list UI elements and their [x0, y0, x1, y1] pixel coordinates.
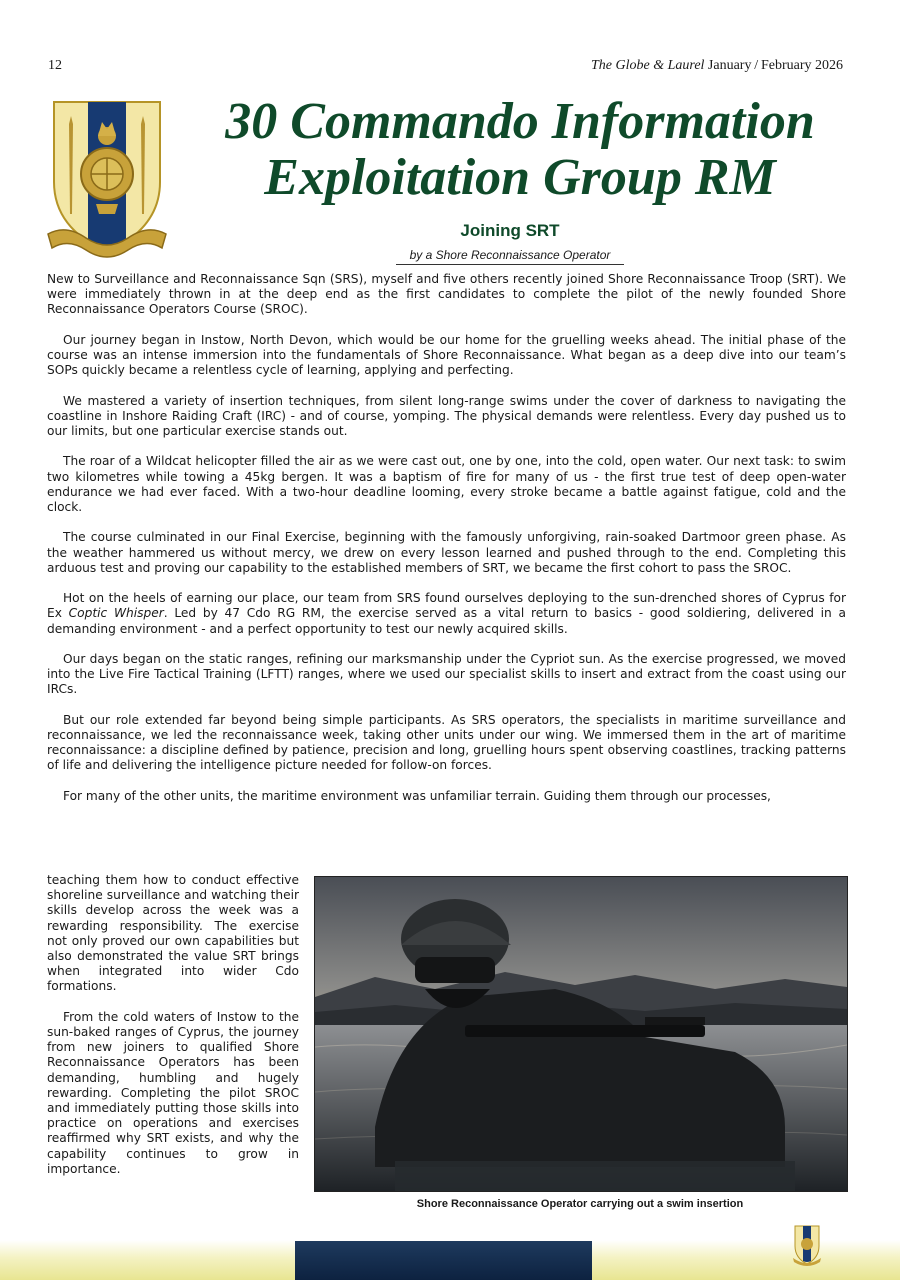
crest-icon	[792, 1224, 822, 1266]
swim-insertion-image	[315, 877, 847, 1191]
paragraph: From the cold waters of Instow to the sun-baked ranges of Cyprus, the journey from new joiners to qualified Shore Reconnaissance Operators has been demanding, humbling and hugely rewarding. Completing the pilot SROC and immediately putting those skills into practice on operations and exercises reaffirmed why SRT exists, and why the capability continues to grow in importance.	[47, 1009, 299, 1176]
title-line-2: Exploitation Group RM	[264, 149, 776, 206]
running-header	[591, 58, 843, 74]
paragraph-text: . Led by 47 Cdo RG RM, the exercise served as a vital return to basics - good soldiering, delivered in a demanding environment - and a perfect opportunity to test our newly acquired skills.	[47, 606, 846, 636]
issue-date: January / February 2026	[707, 58, 843, 73]
paragraph	[47, 591, 846, 637]
magazine-name: The Globe & Laurel	[591, 58, 705, 73]
photo-caption: Shore Reconnaissance Operator carrying out a swim insertion	[416, 1198, 744, 1210]
article-photo	[314, 876, 848, 1192]
article-title	[180, 94, 860, 206]
article-subtitle: Joining SRT	[460, 221, 560, 240]
paragraph: Our journey began in Instow, North Devon, which would be our home for the gruelling weeks ahead. The initial phase of the course was an intense immersion into the fundamentals of Shore Reconnaissance. What began as a deep dive into our team’s SOPs quickly became a relentless cycle of learning, applying and perfecting.	[47, 332, 846, 378]
paragraph: teaching them how to conduct effective shoreline surveillance and watching their skills develop across the week was a rewarding responsibility. The exercise not only proved our own capabilities but also demonstrated the value SRT brings when integrated into wider Cdo formations.	[47, 873, 299, 994]
left-column	[47, 873, 299, 1192]
paragraph-text: Hot on the heels of earning our place, our team from SRS found ourselves deploying to the sun-drenched shores of Cyprus for Ex	[47, 591, 846, 621]
footer-blue-block	[295, 1241, 592, 1280]
paragraph: But our role extended far beyond being simple participants. As SRS operators, the specialists in maritime surveillance and reconnaissance, we led the reconnaissance week, taking other units under our wing. We immersed them in the art of maritime reconnaissance: a discipline defined by patience, precision and long, gruelling hours spent observing coastlines, tracking patterns of life and delivering the intelligence picture needed for follow-on forces.	[47, 712, 846, 773]
paragraph: For many of the other units, the maritime environment was unfamiliar terrain. Guiding them through our processes,	[63, 788, 771, 803]
page-number: 12	[48, 58, 62, 73]
paragraph: The course culminated in our Final Exercise, beginning with the famously unforgiving, rain-soaked Dartmoor green phase. As the weather hammered us without mercy, we drew on every lesson learned and pushed through to the end. Completing this arduous test and proving our capability to the established members of SRT, we became the first cohort to pass the SROC.	[47, 530, 846, 575]
paragraph: New to Surveillance and Reconnaissance Sqn (SRS), myself and five others recently joined Shore Reconnaissance Troop (SRT). We were immediately thrown in at the deep end as the first candidates to complete the pilot of the newly founded Shore Reconnaissance Operators Course (SROC).	[47, 272, 846, 317]
byline: by a Shore Reconnaissance Operator	[396, 248, 624, 265]
paragraph: The roar of a Wildcat helicopter filled the air as we were cast out, one by one, into the cold, open water. Our next task: to swim two kilometres while towing a 45kg bergen. It was a baptism of fire for many of us - the first true test of deep open-water endurance we had ever faced. With a two-hour deadline looming, every stroke became a battle against fatigue, cold and the clock.	[47, 454, 846, 514]
paragraph: We mastered a variety of insertion techniques, from silent long-range swims under the cover of darkness to navigating the coastline in Inshore Raiding Craft (IRC) - and of course, yomping. The physical demands were relentless. Every day pushed us to our limits, but one particular exercise stands out.	[47, 393, 846, 438]
paragraph: Our days began on the static ranges, refining our marksmanship under the Cypriot sun. As the exercise progressed, we moved into the Live Fire Tactical Training (LFTT) ranges, where we used our specialist skills to insert and extract from the coast using our IRCs.	[47, 651, 846, 697]
article-body	[47, 272, 846, 804]
exercise-name: Coptic Whisper	[68, 606, 164, 621]
title-line-1: 30 Commando Information	[225, 93, 815, 150]
crest-icon	[46, 96, 168, 266]
